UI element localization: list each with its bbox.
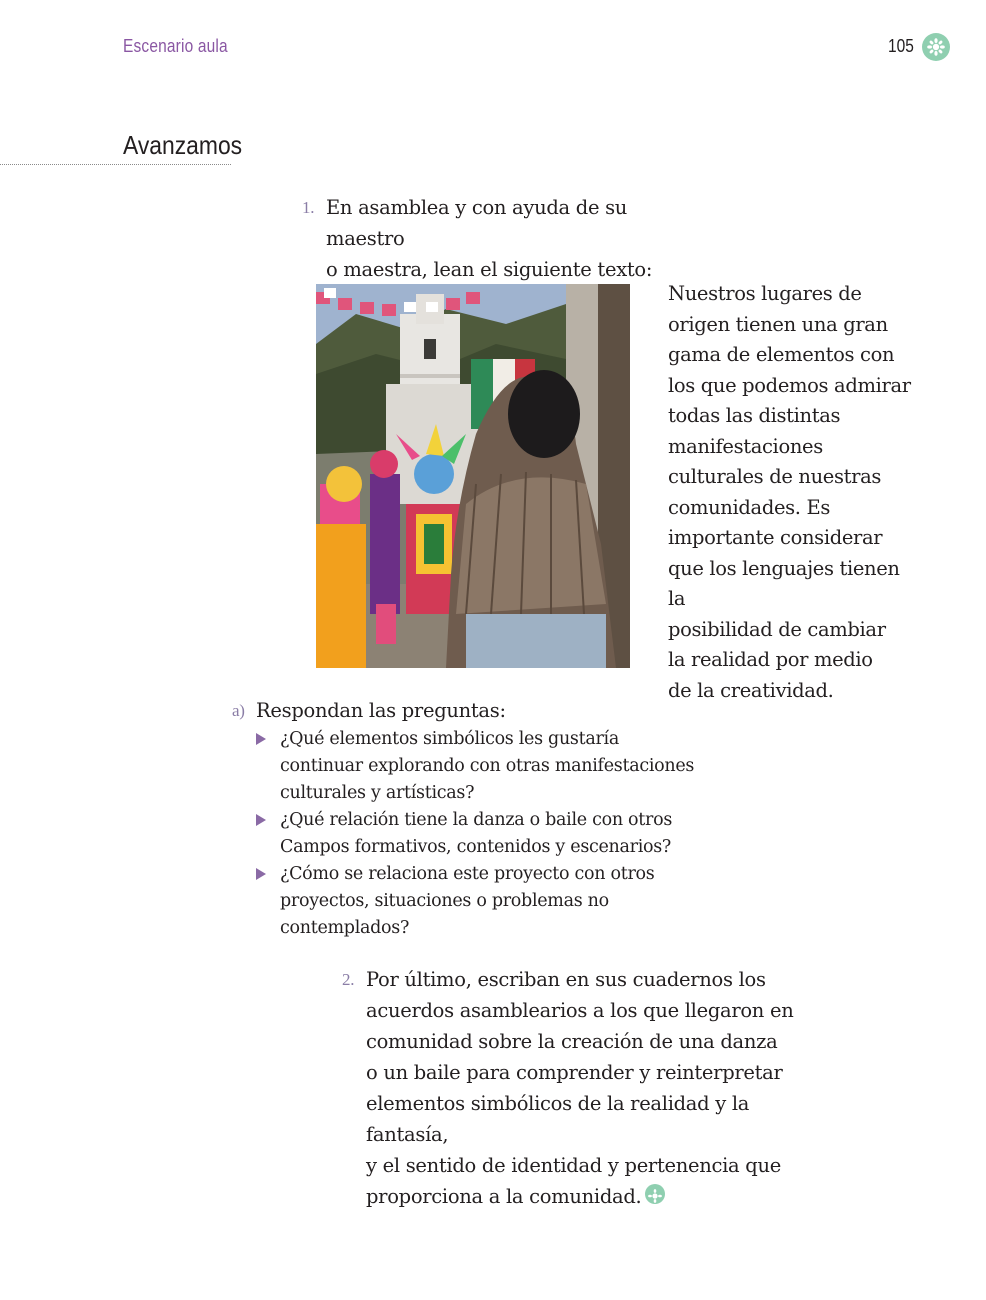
step-number: 2. [342,970,355,989]
step-last-line [366,1181,806,1212]
sun-flower-icon [922,33,950,61]
text-line: la realidad por medio [668,648,873,671]
question-line: continuar explorando con otras manifestaciones [280,756,695,776]
question-line: ¿Cómo se relaciona este proyecto con otros [280,864,655,884]
section-label: Escenario aula [123,36,228,56]
step-2 [342,964,806,1212]
step-number: 1. [302,198,315,217]
step-line: elementos simbólicos de la realidad y la fantasía, [366,1092,750,1146]
text-line: origen tienen una gran [668,312,888,336]
list-item [256,807,696,861]
triangle-bullet-icon [256,733,266,745]
text-line: importante considerar [668,526,883,549]
activity-letter: a) [232,701,245,720]
section-divider [0,164,231,165]
step-1 [302,192,706,285]
step-line: comunidad sobre la creación de una danza [366,1030,778,1053]
step-line: o maestra, lean el siguiente texto: [326,258,653,281]
text-line: Nuestros lugares de [668,282,862,305]
photo-festival-dancers [316,284,630,668]
step-line: o un baile para comprender y reinterpretar [366,1061,783,1084]
triangle-bullet-icon [256,814,266,826]
text-line: manifestaciones [668,434,823,458]
reading-text [668,279,918,706]
step-line: proporciona a la comunidad. [366,1185,642,1208]
page-number: 105 [888,36,914,56]
text-line: culturales de nuestras [668,465,882,488]
text-line: posibilidad de cambiar [668,617,886,641]
question-line: proyectos, situaciones o problemas no [280,891,609,911]
question-line: contemplados? [280,918,410,938]
text-line: de la creatividad. [668,678,834,702]
question-list [256,726,696,942]
text-line: que los lenguajes tienen la [668,556,900,610]
step-line: acuerdos asamblearios a los que llegaron en [366,999,794,1022]
step-line: y el sentido de identidad y pertenencia que [366,1154,781,1177]
list-item [256,726,696,807]
question-line: culturales y artísticas? [280,783,475,803]
sun-flower-icon [645,1184,665,1204]
question-line: ¿Qué elementos simbólicos les gustaría [280,729,619,749]
text-line: gama de elementos con [668,343,895,366]
section-title: Avanzamos [123,130,243,160]
list-item [256,861,696,942]
text-line: los que podemos admirar [668,373,911,397]
question-line: ¿Qué relación tiene la danza o baile con otros [280,810,672,830]
step-line: Por último, escriban en sus cuadernos los [366,968,766,991]
triangle-bullet-icon [256,868,266,880]
question-line: Campos formativos, contenidos y escenarios? [280,837,672,857]
activity-heading-text: Respondan las preguntas: [256,699,506,722]
text-line: comunidades. Es [668,495,831,519]
text-line: todas las distintas [668,404,841,427]
activity-a-heading [232,697,506,725]
step-line: En asamblea y con ayuda de su maestro [326,196,628,250]
